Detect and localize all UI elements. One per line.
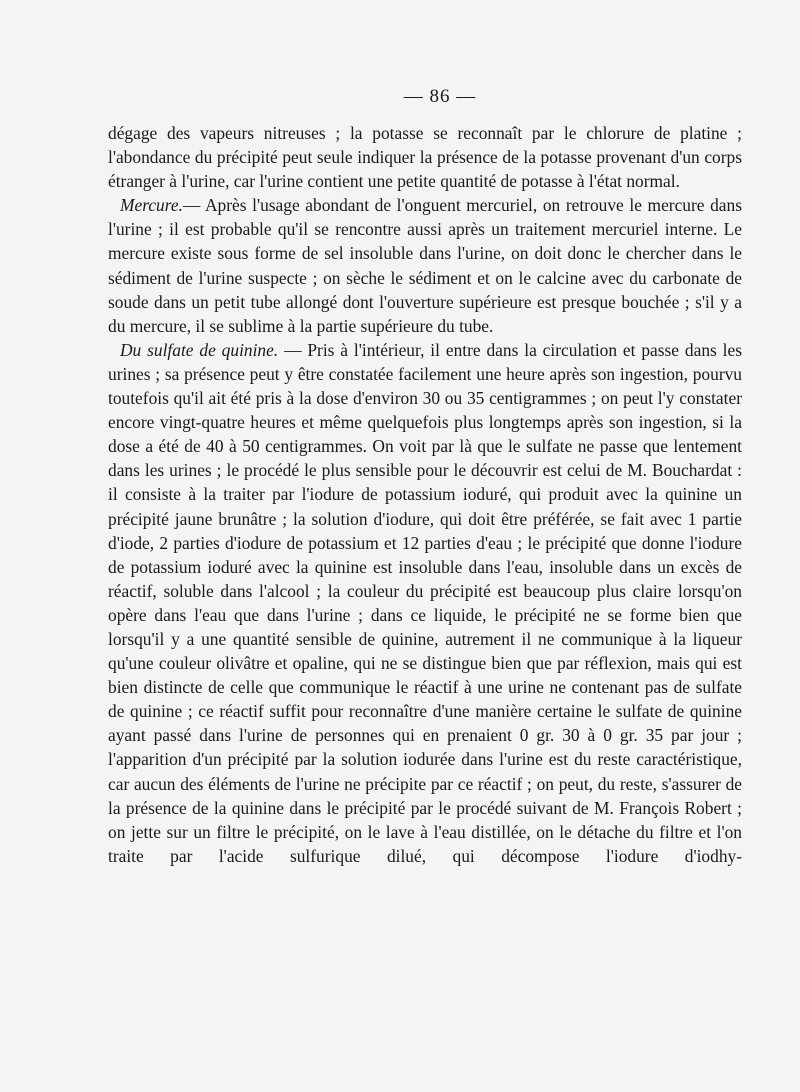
paragraph-text: — Pris à l'intérieur, il entre dans la circulation et passe dans les urines ; sa présence peut y être constatée facilement une heure après son ingestion, pourvu toutefois qu'il ait été pris à la dose d'environ 30 ou 35 centigrammes ; on peut l'y constater encore vingt-quatre heures et même quelquefois plus longtemps après son ingestion, si la dose a été de 40 à 50 centigrammes. On voit par là que le sulfate ne passe que lentement dans les urines ; le procédé le plus sensible pour le découvrir est celui de M. Bouchardat : il consiste à la traiter par l'iodure de potassium ioduré, qui produit avec la quinine un précipité jaune brunâtre ; la solution d'iodure, qui doit être préférée, se fait avec 1 partie d'iode, 2 parties d'iodure de potassium et 12 parties d'eau ; le précipité que donne l'iodure de potassium ioduré avec la quinine est insoluble dans l'eau, insoluble dans un excès de réactif, soluble dans l'alcool ; la couleur du précipité est beaucoup plus claire lorsqu'on opère dans l'eau que dans l'urine ; dans ce liquide, le précipité ne se forme bien que lorsqu'il y a une quantité sensible de quinine, autrement il ne communique à la liqueur qu'une couleur olivâtre et opaline, qui ne se distingue bien que par réflexion, mais qui est bien distincte de celle que communique le réactif à une urine ne contenant pas de sulfate de quinine ; ce réactif suffit pour reconnaître d'une manière certaine le sulfate de quinine ayant passé dans l'urine de personnes qui en prenaient 0 gr. 30 à 0 gr. 35 par jour ; l'apparition d'un précipité par la solution iodurée dans l'urine est du reste caractéristique, car aucun des éléments de l'urine ne précipite par ce réactif ; on peut, du reste, s'assurer de la présence de la quinine dans le précipité par le procédé suivant de M. François Robert ; on jette sur un filtre le précipité, on le lave à l'eau distillée, on le détache du filtre et l'on traite par l'acide sulfurique dilué, qui décompose l'iodure d'iodhy-: [108, 339, 742, 866]
paragraph-mercure: [108, 193, 742, 338]
paragraph-potasse: [108, 121, 742, 193]
paragraph-sulfate-quinine: [108, 338, 742, 868]
page-number: — 86 —: [403, 86, 477, 107]
section-heading-mercure: Mercure.: [120, 195, 183, 216]
section-heading-sulfate-quinine: Du sulfate de quinine.: [120, 339, 279, 360]
paragraph-text: — Après l'usage abondant de l'onguent mercuriel, on retrouve le mercure dans l'urine ; il est probable qu'il se rencontre aussi après un traitement mercuriel interne. Le mercure existe sous forme de sel insoluble dans l'urine, on doit donc le chercher dans le sédiment de l'urine suspecte ; on sèche le sédiment et on le calcine avec du carbonate de soude dans un petit tube allongé dont l'ouverture supérieure est presque bouchée ; s'il y a du mercure, il se sublime à la partie supérieure du tube.: [108, 195, 742, 336]
body-text: [108, 121, 742, 868]
paragraph-text: dégage des vapeurs nitreuses ; la potasse se reconnaît par le chlorure de platine ; l'abondance du précipité peut seule indiquer la présence de la potasse provenant d'un corps étranger à l'urine, car l'urine contient une petite quantité de potasse à l'état normal.: [108, 123, 742, 192]
